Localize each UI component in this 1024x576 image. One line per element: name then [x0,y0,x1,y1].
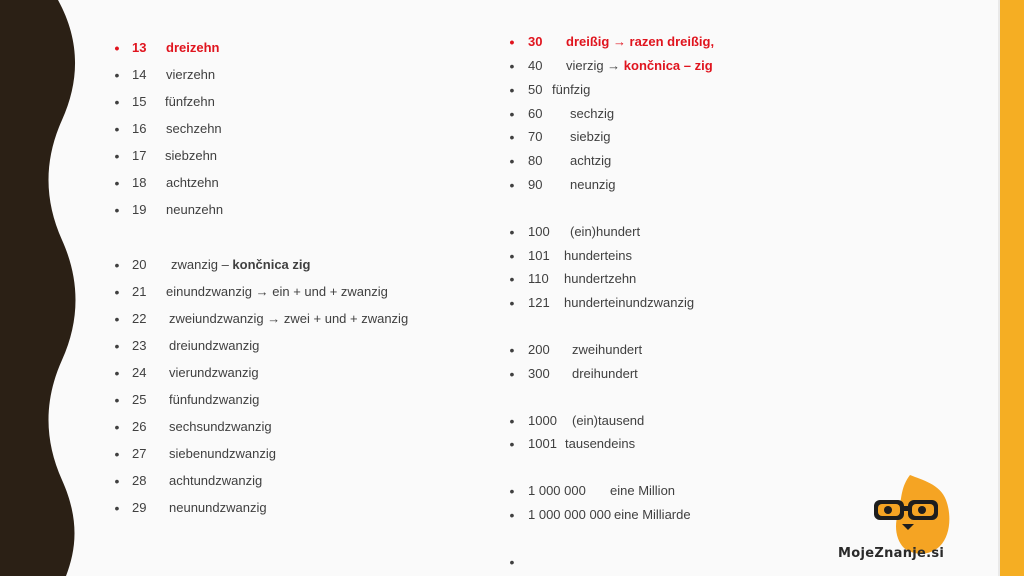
list-item-number: 23 [132,338,147,353]
list-item-text [610,481,675,501]
list-item-number: 22 [132,311,147,326]
list-item-number: 110 [528,271,549,286]
bullet-icon: • [114,446,120,462]
list-item-text [169,363,259,383]
list-item-number: 70 [528,129,543,144]
list-item-number: 100 [528,224,550,239]
bullet-icon: • [509,554,515,570]
list-item-label: zweiundzwanzig → zwei + und + zwanzig [169,311,409,326]
list-item-label: hunderteinundzwanzig [564,295,695,310]
bullet-icon: • [114,202,120,218]
list-item-label: sechzig [570,106,615,121]
list-item-number: 14 [132,67,147,82]
list-item-text [171,255,310,275]
list-item-label: sechsundzwanzig [169,419,272,434]
bullet-icon: • [509,507,515,523]
bullet-icon: • [509,295,515,311]
list-item-text [570,127,610,147]
list-item-text [570,175,616,195]
list-item-text [564,293,694,313]
bullet-icon: • [509,342,515,358]
bullet-icon: • [114,284,120,300]
list-item-text [565,434,635,454]
bullet-icon: • [509,177,515,193]
bullet-icon: • [114,473,120,489]
list-item-text [572,340,642,360]
list-item-number: 30 [528,34,543,49]
list-item-number: 50 [528,82,543,97]
list-item-text [570,151,611,171]
list-item-label: fünfzehn [165,94,215,109]
list-item-label: (ein)hundert [570,224,641,239]
list-item-text [572,411,644,431]
bullet-icon: • [114,419,120,435]
list-item-label: dreißig → razen dreißig, [566,34,715,49]
bullet-icon: • [114,392,120,408]
bullet-icon: • [509,224,515,240]
bullet-icon: • [509,413,515,429]
bullet-icon: • [114,94,120,110]
list-item-label: siebenundzwanzig [169,446,276,461]
bullet-icon: • [114,67,120,83]
list-item-text [564,269,636,289]
bullet-icon: • [509,106,515,122]
list-item-label: dreihundert [572,366,638,381]
list-item-number: 121 [528,295,550,310]
list-item-label: neunzehn [166,202,224,217]
list-item-text [166,65,215,85]
list-item-text [165,92,215,112]
list-item-label: fünfundzwanzig [169,392,260,407]
list-item-label: achtzig [570,153,612,168]
list-item-label: eine Million [610,483,676,498]
list-item-number: 300 [528,366,550,381]
list-item-number: 1 000 000 [528,483,586,498]
list-item-number: 27 [132,446,147,461]
bullet-icon: • [114,500,120,516]
bullet-icon: • [114,365,120,381]
list-item-number: 1 000 000 000 [528,507,612,522]
list-item-number: 21 [132,284,147,299]
bullet-icon: • [509,58,515,74]
list-item-text [169,444,276,464]
list-item-label: vierundzwanzig [169,365,259,380]
bullet-icon: • [509,271,515,287]
bullet-icon: • [114,175,120,191]
list-item-label: siebzig [570,129,611,144]
list-item-label: dreizehn [166,40,220,55]
list-item-text [166,119,222,139]
list-item-text [166,200,223,220]
bullet-icon: • [114,40,120,56]
list-item-label: hundertzehn [564,271,637,286]
list-item-text [614,505,691,525]
list-item-text [169,390,259,410]
list-item-number: 20 [132,257,147,272]
bullet-icon: • [509,34,515,50]
list-item-text [566,32,714,52]
list-item-label: tausendeins [565,436,636,451]
list-item-text [165,146,217,166]
list-item-number: 80 [528,153,543,168]
bullet-icon: • [509,436,515,452]
list-item-label: vierzig → [566,58,624,73]
list-item-label: neunzig [570,177,616,192]
list-item-text [566,56,713,76]
list-item-number: 90 [528,177,543,192]
bullet-icon: • [114,257,120,273]
list-item-number: 19 [132,202,147,217]
bullet-icon: • [114,311,120,327]
list-item-label: eine Milliarde [614,507,691,522]
list-item-number: 200 [528,342,550,357]
list-item-label: sechzehn [166,121,222,136]
list-item-number: 29 [132,500,147,515]
list-item-number: 101 [528,248,550,263]
list-item-text [169,309,408,329]
bullet-icon: • [114,121,120,137]
list-item-text [166,38,219,58]
list-item-number: 25 [132,392,147,407]
list-item-label: dreiundzwanzig [169,338,260,353]
list-item-label: achtzehn [166,175,219,190]
list-item-number: 1000 [528,413,557,428]
list-item-number: 18 [132,175,147,190]
list-item-text [572,364,638,384]
right-accent-stripe [1000,0,1024,576]
list-item-label: neunundzwanzig [169,500,267,515]
list-item-text [570,222,640,242]
list-item-suffix: končnica zig [232,257,311,272]
list-item-number: 60 [528,106,543,121]
bullet-icon: • [509,366,515,382]
list-item-number: 40 [528,58,543,73]
list-item-text [570,104,614,124]
list-item-text [169,471,262,491]
list-item-text [169,336,259,356]
bullet-icon: • [509,82,515,98]
list-item-text [169,417,272,437]
bullet-icon: • [509,129,515,145]
bullet-icon: • [509,153,515,169]
list-item-text [166,282,388,302]
bullet-icon: • [114,338,120,354]
list-item-number: 13 [132,40,147,55]
list-item-label: fünfzig [552,82,591,97]
list-item-number: 17 [132,148,147,163]
list-item-label: zweihundert [572,342,643,357]
list-item-label: achtundzwanzig [169,473,263,488]
list-item-label: vierzehn [166,67,216,82]
bullet-icon: • [509,248,515,264]
logo-text: MojeZnanje.si [838,546,945,561]
list-item-label: zwanzig – [171,257,233,272]
list-item-text [552,80,590,100]
wavy-border-decoration [0,0,80,576]
list-item-text [166,173,219,193]
list-item-text [169,498,267,518]
list-item-label: (ein)tausend [572,413,645,428]
list-item-number: 26 [132,419,147,434]
list-item-number: 16 [132,121,147,136]
list-item-label: siebzehn [165,148,218,163]
list-item-suffix: končnica – zig [623,58,713,73]
bullet-icon: • [114,148,120,164]
bullet-icon: • [509,483,515,499]
list-item-label: einundzwanzig → ein + und + zwanzig [166,284,388,299]
list-item-number: 24 [132,365,147,380]
list-item-number: 15 [132,94,147,109]
list-item-label: hunderteins [564,248,632,263]
list-item-text [564,246,632,266]
list-item-number: 28 [132,473,147,488]
list-item-number: 1001 [528,436,557,451]
